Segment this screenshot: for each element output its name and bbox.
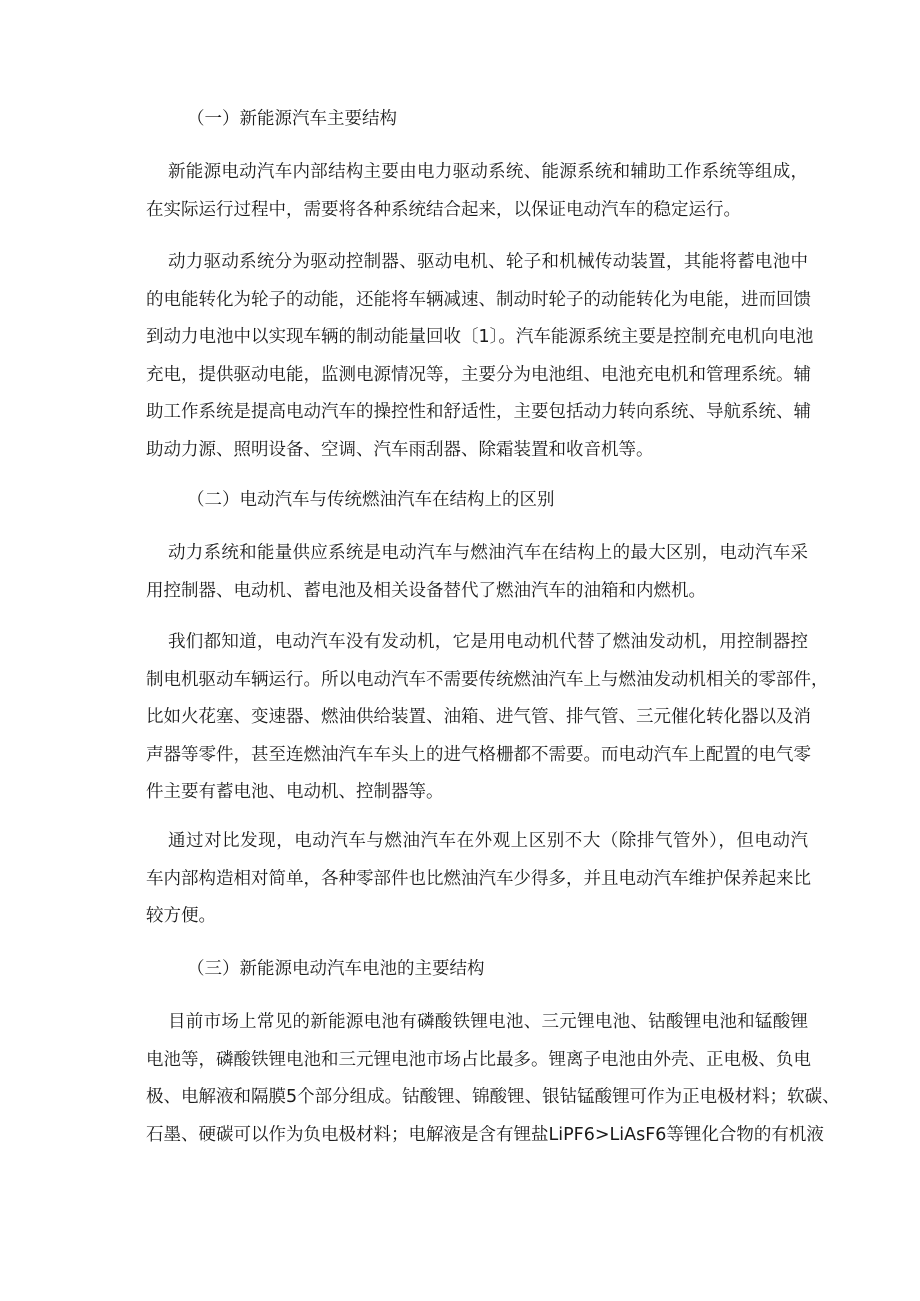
section-heading-2: （二）电动汽车与传统燃油汽车在结构上的区别: [187, 490, 555, 510]
text-line: 较方便。: [146, 906, 216, 926]
section-heading-3: （三）新能源电动汽车电池的主要结构: [187, 959, 485, 979]
text-line: 石墨、硬碳可以作为负电极材料；电解液是含有锂盐LiPF6>LiAsF6等锂化合物的有机液: [146, 1124, 824, 1145]
paragraph-1-2: [146, 244, 814, 469]
paragraph-1-1: [146, 154, 808, 229]
text-line: 助工作系统是提高电动汽车的操控性和舒适性，主要包括动力转向系统、导航系统、辅: [146, 402, 811, 422]
text-line: 助动力源、照明设备、空调、汽车雨刮器、除霜装置和收音机等。: [146, 439, 654, 460]
text-line: 声器等零件，甚至连燃油汽车车头上的进气格栅都不需要。而电动汽车上配置的电气零: [146, 744, 811, 765]
text-line: 车内部构造相对简单，各种零部件也比燃油汽车少得多，并且电动汽车维护保养起来比: [146, 868, 811, 889]
text-line: 极、电解液和隔膜5个部分组成。钴酸锂、锦酸锂、银钻锰酸锂可作为正电极材料；软碳、: [146, 1087, 840, 1107]
text-line: 在实际运行过程中，需要将各种系统结合起来，以保证电动汽车的稳定运行。: [146, 199, 741, 220]
text-line: 动力系统和能量供应系统是电动汽车与燃油汽车在结构上的最大区别，电动汽车采: [168, 543, 808, 563]
text-line: 新能源电动汽车内部结构主要由电力驱动系统、能源系统和辅助工作系统等组成，: [168, 162, 808, 182]
paragraph-2-2: [146, 624, 829, 812]
text-line: 制电机驱动车辆运行。所以电动汽车不需要传统燃油汽车上与燃油发动机相关的零部件，: [146, 669, 829, 690]
text-line: 目前市场上常见的新能源电池有磷酸铁锂电池、三元锂电池、钴酸锂电池和锰酸锂: [168, 1012, 808, 1032]
section-heading-1: （一）新能源汽车主要结构: [187, 109, 397, 129]
text-line: 通过对比发现，电动汽车与燃油汽车在外观上区别不大（除排气管外），但电动汽: [168, 831, 808, 851]
text-line: 电池等，磷酸铁锂电池和三元锂电池市场占比最多。锂离子电池由外壳、正电极、负电: [146, 1049, 811, 1070]
text-line: 件主要有蓄电池、电动机、控制器等。: [146, 782, 444, 802]
paragraph-2-3: [146, 823, 811, 936]
text-line: 动力驱动系统分为驱动控制器、驱动电机、轮子和机械传动装置，其能将蓄电池中: [168, 252, 808, 272]
text-line: 比如火花塞、变速器、燃油供给装置、油箱、进气管、排气管、三元催化转化器以及消: [146, 707, 811, 727]
text-line: 到动力电池中以实现车辆的制动能量回收〔1〕。汽车能源系统主要是控制充电机向电池: [146, 327, 814, 347]
text-line: 用控制器、电动机、蓄电池及相关设备替代了燃油汽车的油箱和内燃机。: [146, 580, 706, 601]
text-line: 的电能转化为轮子的动能，还能将车辆减速、制动时轮子的动能转化为电能，进而回馈: [146, 289, 811, 310]
paragraph-3-1: [146, 1004, 840, 1154]
text-line: 充电，提供驱动电能，监测电源情况等，主要分为电池组、电池充电机和管理系统。辅: [146, 364, 811, 385]
paragraph-2-1: [146, 535, 808, 610]
text-line: 我们都知道，电动汽车没有发动机，它是用电动机代替了燃油发动机，用控制器控: [168, 632, 808, 652]
